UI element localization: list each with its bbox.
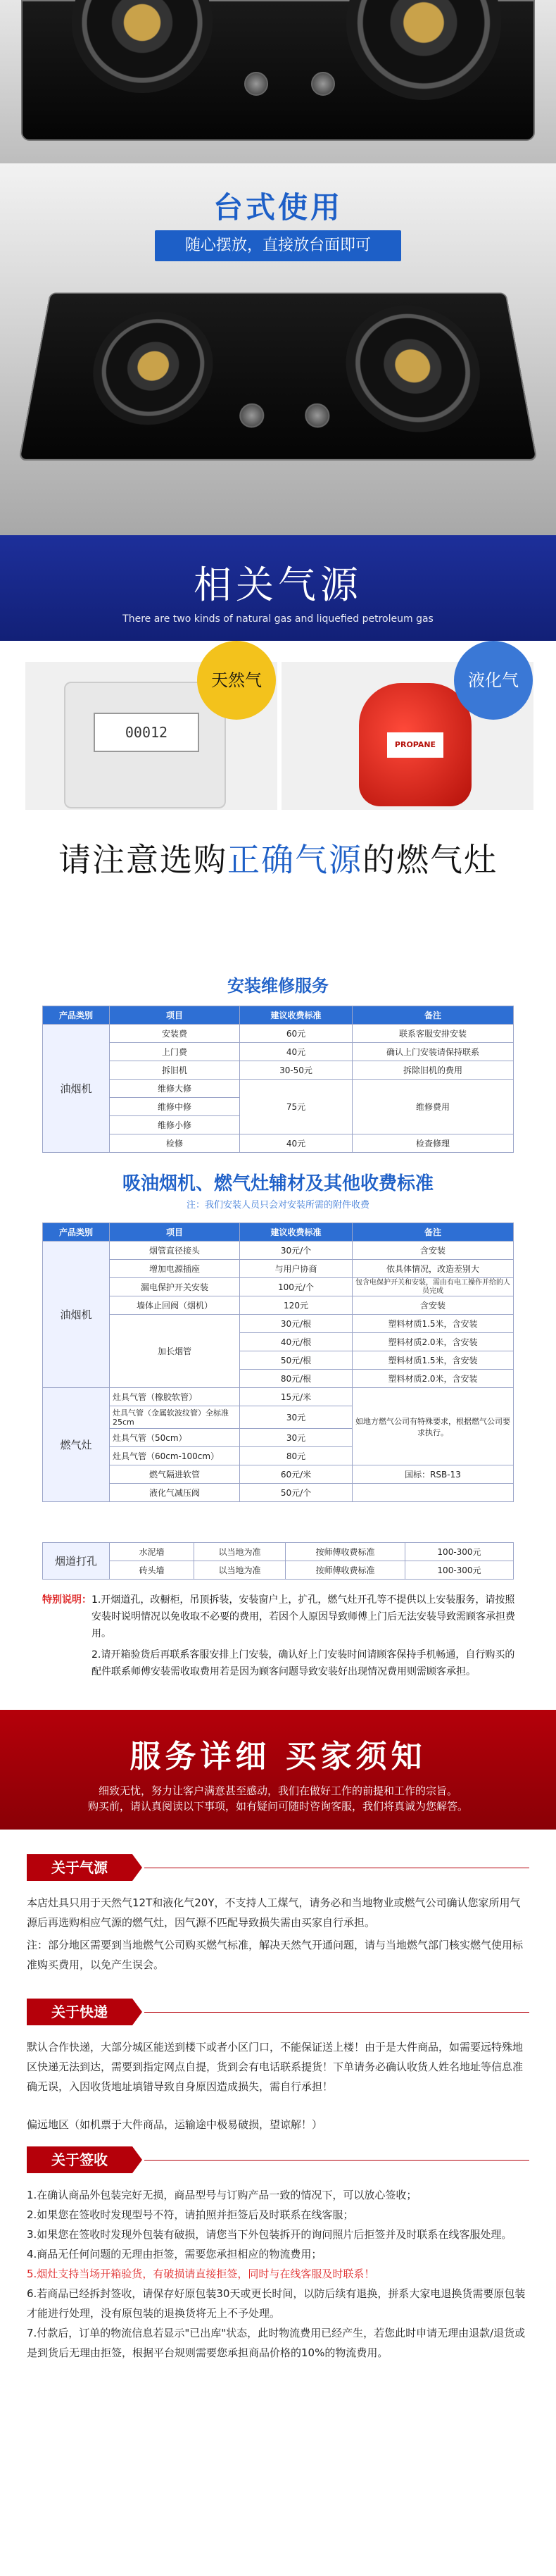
table-header-row — [43, 1006, 514, 1025]
note-cell: 国标：RSB-13 — [353, 1465, 514, 1484]
note-cell: 如地方燃气公司有特殊要求，根据燃气公司要求执行。 — [353, 1388, 514, 1465]
sign-item: 4.商品无任何问题的无理由拒签，需要您承担相应的物流费用； — [27, 2248, 322, 2261]
gas-tag: 关于气源 — [27, 1854, 132, 1881]
countertop-title: 台式使用 — [213, 190, 343, 225]
gas-source-subtitle: There are two kinds of natural gas and liquefied petroleum gas — [122, 613, 434, 625]
note-cell: 依具体情况，改造差别大 — [353, 1260, 514, 1278]
left-burner — [72, 0, 213, 93]
item-cell: 灶具气管（橡胶软管） — [110, 1388, 240, 1406]
item-cell: 拆旧机 — [110, 1061, 240, 1080]
fees-section — [0, 915, 556, 1710]
note-cell: 检查修理 — [353, 1134, 514, 1153]
price-cell: 以当地为准 — [194, 1543, 286, 1561]
item-cell: 安装费 — [110, 1025, 240, 1043]
sign-item: 3.如果您在签收时发现外包装有破损，请您当下外包装拆开的询问照片后拒签并及时联系在线客服处理。 — [27, 2228, 512, 2241]
countertop-section — [0, 163, 556, 535]
right-burner — [346, 0, 501, 100]
extra-cell: 100-300元 — [405, 1543, 514, 1561]
price-cell: 30元/个 — [240, 1242, 353, 1260]
header-cell: 备注 — [353, 1006, 514, 1025]
price-cell: 80元/根 — [240, 1370, 353, 1388]
table-row — [43, 1043, 514, 1061]
table-row — [43, 1484, 514, 1502]
special-note-label: 特别说明： — [42, 1594, 91, 1606]
service-details-section — [0, 1710, 556, 2576]
natural-gas-badge: 天然气 — [197, 641, 276, 720]
price-cell: 15元/米 — [240, 1388, 353, 1406]
price-cell: 40元/根 — [240, 1333, 353, 1351]
price-cell: 75元 — [240, 1080, 353, 1134]
item-cell: 灶具气管（60cm-100cm） — [110, 1447, 240, 1465]
extra-cell: 100-300元 — [405, 1561, 514, 1580]
left-burner — [85, 312, 215, 425]
note-cell: 塑料材质1.5米，含安装 — [353, 1351, 514, 1370]
table-header-row — [43, 1223, 514, 1242]
price-cell: 120元 — [240, 1296, 353, 1315]
table-row — [43, 1061, 514, 1080]
sign-list — [27, 2185, 529, 2363]
price-cell: 30元/根 — [240, 1315, 353, 1333]
header-cell: 备注 — [353, 1223, 514, 1242]
sign-item: 7.付款后，订单的物流信息若显示"已出库"状态，此时物流费用已经产生，若您此时申请无理由退款/退货或是到货后无理由拒签，根据平台规则需要您承担商品价格的10%的物流费用。 — [27, 2327, 526, 2359]
category-cell: 燃气灶 — [43, 1388, 110, 1502]
accessories-title: 吸油烟机、燃气灶辅材及其他收费标准 — [122, 1173, 434, 1194]
item-cell: 墙体止回阀（烟机） — [110, 1296, 240, 1315]
item-cell: 灶具气管（50cm） — [110, 1429, 240, 1447]
price-cell: 50元/根 — [240, 1351, 353, 1370]
item-cell: 维修大修 — [110, 1080, 240, 1098]
stove-image-top — [21, 0, 535, 141]
meter-reading: 00012 — [94, 713, 199, 752]
item-cell: 增加电源插座 — [110, 1260, 240, 1278]
special-note-item-2: 2.请开箱验货后再联系客服安排上门安装，确认好上门安装时间请顾客保持手机畅通，自行购买的配件联系师傅安装需收取费用若是因为顾客问题导致安装好出现情况费用则需顾客承担。 — [91, 1649, 515, 1677]
divider — [144, 2160, 529, 2161]
price-cell: 40元 — [240, 1134, 353, 1153]
note-cell: 塑料材质2.0米，含安装 — [353, 1370, 514, 1388]
sign-tag: 关于签收 — [27, 2146, 132, 2173]
header-cell: 建议收费标准 — [240, 1223, 353, 1242]
item-cell: 维修中修 — [110, 1098, 240, 1116]
service-details-header — [0, 1710, 556, 1830]
price-cell: 30元 — [240, 1406, 353, 1429]
price-cell: 30-50元 — [240, 1061, 353, 1080]
delivery-remote-note: 偏远地区（如机票于大件商品，运输途中极易破损，望谅解！） — [27, 2118, 323, 2131]
table-row — [43, 1260, 514, 1278]
table-row — [43, 1134, 514, 1153]
note-cell: 包含电保护开关和安装，需由有电工操作并给的人员完成 — [353, 1278, 514, 1296]
delivery-tag: 关于快递 — [27, 1999, 132, 2025]
price-cell: 60元/米 — [240, 1465, 353, 1484]
gas-meter-image — [64, 682, 226, 808]
special-note — [42, 1592, 521, 1680]
item-cell: 上门费 — [110, 1043, 240, 1061]
table-row — [43, 1296, 514, 1315]
header-cell: 项目 — [110, 1223, 240, 1242]
drill-table — [42, 1542, 514, 1580]
note-cell: 确认上门安装请保持联系 — [353, 1043, 514, 1061]
note-cell: 按师傅收费标准 — [286, 1561, 405, 1580]
price-cell: 100元/个 — [240, 1278, 353, 1296]
sign-item: 5.烟灶支持当场开箱验货，有破损请直接拒签，同时与在线客服及时联系！ — [27, 2268, 375, 2280]
item-cell: 烟管直径接头 — [110, 1242, 240, 1260]
gas-notice — [0, 834, 556, 881]
lpg-badge: 液化气 — [454, 641, 533, 720]
note-cell: 维修费用 — [353, 1080, 514, 1134]
stove-image-countertop — [18, 292, 537, 461]
table-row — [43, 1278, 514, 1296]
table-row — [43, 1025, 514, 1043]
header-cell: 产品类别 — [43, 1006, 110, 1025]
category-cell: 烟道打孔 — [43, 1543, 110, 1580]
note-cell: 按师傅收费标准 — [286, 1543, 405, 1561]
delivery-paragraph: 默认合作快递，大部分城区能送到楼下或者小区门口，不能保证送上楼！由于是大件商品，如需要远特殊地区快递无法到达，需要到指定网点自提，货到会有电话联系提货！下单请务必确认收货人姓名地址等信息准确无误，入因收货地址填错导致自身原因造成损失，需自行承担！ — [27, 2041, 524, 2093]
price-cell: 与用户协商 — [240, 1260, 353, 1278]
left-knob — [244, 72, 268, 96]
price-cell: 以当地为准 — [194, 1561, 286, 1580]
gas-paragraph: 本店灶具只用于天然气12T和液化气20Y，不支持人工煤气，请务必和当地物业或燃气公司确认您家所用气源后再选购相应气源的燃气灶，因气源不匹配导致损失需由买家自行承担。 — [27, 1896, 521, 1929]
cylinder-label: PROPANE — [387, 732, 443, 758]
accessories-note: 注：我们安装人员只会对安装所需的附件收费 — [186, 1200, 369, 1211]
notice-pre: 请注意选购 — [58, 841, 227, 879]
table-row — [43, 1543, 514, 1561]
table-row — [43, 1080, 514, 1098]
item-cell: 砖头墙 — [110, 1561, 194, 1580]
item-cell: 水泥墙 — [110, 1543, 194, 1561]
right-knob — [305, 404, 330, 428]
note-cell: 拆除旧机的费用 — [353, 1061, 514, 1080]
sign-item: 6.若商品已经拆封签收，请保存好原包装30天或更长时间，以防后续有退换，拼系大家电退换货需要原包装才能进行处理，没有原包装的退换货将无上不予处理。 — [27, 2287, 526, 2320]
left-knob — [239, 404, 265, 428]
note-cell: 含安装 — [353, 1242, 514, 1260]
gas-source-header — [0, 535, 556, 641]
category-cell: 油烟机 — [43, 1025, 110, 1153]
item-cell: 燃气隔进软管 — [110, 1465, 240, 1484]
right-burner — [343, 306, 489, 432]
price-cell: 60元 — [240, 1025, 353, 1043]
price-cell: 50元/个 — [240, 1484, 353, 1502]
gas-source-title: 相关气源 — [194, 563, 362, 607]
service-table — [42, 1006, 514, 1153]
table-row — [43, 1561, 514, 1580]
category-cell: 油烟机 — [43, 1242, 110, 1388]
table-row — [43, 1465, 514, 1484]
note-cell: 含安装 — [353, 1296, 514, 1315]
right-knob — [311, 72, 335, 96]
note-cell — [353, 1484, 514, 1502]
service-details-line-1: 细致无忧，努力让客户满意甚至感动，我们在做好工作的前提和工作的宗旨。 — [98, 1784, 457, 1797]
note-cell: 联系客服安排安装 — [353, 1025, 514, 1043]
table-row — [43, 1315, 514, 1333]
item-cell: 加长烟管 — [110, 1315, 240, 1388]
divider — [144, 2012, 529, 2013]
item-cell: 维修小修 — [110, 1116, 240, 1134]
stove-top-section — [0, 0, 556, 163]
special-note-item-1: 1.开烟道孔，改橱柜，吊顶拆装，安装窗户上，扩孔，燃气灶开孔等不提供以上安装服务，请按照安装时说明情况以免收取不必要的费用，若因个人原因导致师傅上门后无法安装导致需顾客承担费用。 — [91, 1594, 515, 1639]
service-details-line-2: 购买前，请认真阅读以下事项，如有疑问可随时咨询客服，我们将真诚为您解答。 — [87, 1800, 468, 1813]
note-cell: 塑料材质2.0米，含安装 — [353, 1333, 514, 1351]
gas-source-section — [0, 535, 556, 915]
item-cell: 漏电保护开关安装 — [110, 1278, 240, 1296]
price-cell: 80元 — [240, 1447, 353, 1465]
item-cell: 灶具气管（金属软波纹管）全标准25cm — [110, 1406, 240, 1429]
header-cell: 产品类别 — [43, 1223, 110, 1242]
price-cell: 30元 — [240, 1429, 353, 1447]
price-cell: 40元 — [240, 1043, 353, 1061]
table-row — [43, 1242, 514, 1260]
countertop-subtitle: 随心摆放，直接放台面即可 — [155, 230, 401, 261]
sign-item: 2.如果您在签收时发现型号不符，请拍照并拒签后及时联系在线客服； — [27, 2208, 354, 2221]
note-cell: 塑料材质1.5米，含安装 — [353, 1315, 514, 1333]
header-cell: 建议收费标准 — [240, 1006, 353, 1025]
gas-note: 注：部分地区需要到当地燃气公司购买燃气标准，解决天然气开通问题，请与当地燃气部门核实燃气使用标准购买费用，以免产生误会。 — [27, 1939, 524, 1971]
accessories-table — [42, 1223, 514, 1502]
notice-highlight: 正确气源 — [227, 841, 362, 879]
header-cell: 项目 — [110, 1006, 240, 1025]
service-details-title: 服务详细 买家须知 — [129, 1739, 427, 1775]
item-cell: 检修 — [110, 1134, 240, 1153]
sign-item: 1.在确认商品外包装完好无损，商品型号与订购产品一致的情况下，可以放心签收； — [27, 2189, 417, 2201]
item-cell: 液化气减压阀 — [110, 1484, 240, 1502]
table-row — [43, 1388, 514, 1406]
notice-post: 的燃气灶 — [362, 841, 498, 879]
gas-cylinder-image — [359, 683, 472, 806]
service-title: 安装维修服务 — [227, 976, 329, 996]
